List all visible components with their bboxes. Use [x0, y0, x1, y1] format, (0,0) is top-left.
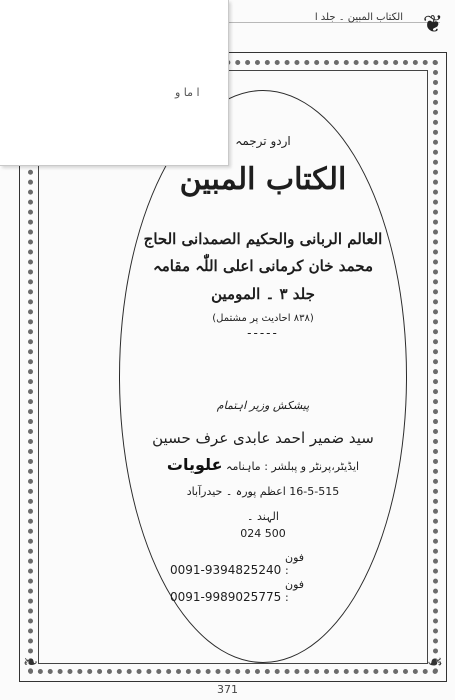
- dash-separator: -----: [247, 326, 279, 340]
- subtitle-translation: اردو ترجمہ: [235, 134, 291, 148]
- bottom-ornament: [19, 652, 447, 680]
- presented-by: پیشکش وزیر اہتمام: [216, 399, 310, 412]
- address: 16-5-515 اعظم پورہ ۔ حیدرآباد: [186, 485, 340, 498]
- phone-row-2: [170, 578, 370, 604]
- scan-marks: ا ما و: [175, 86, 200, 99]
- phone-row-1: [170, 551, 370, 577]
- ornament-left-icon: ❧: [23, 652, 39, 673]
- author-honorific: العالم الربانی والحکیم الصمدانی الحاج: [143, 230, 383, 248]
- pin-label: الہند ۔: [247, 510, 279, 523]
- corner-ornament-icon: ❦: [422, 10, 443, 38]
- editor-prefix: ایڈیٹر،پرنٹر و پبلشر : ماہنامہ: [226, 460, 360, 473]
- running-head: الکتاب المبین ۔ جلد ا: [314, 12, 403, 23]
- publisher-name: سید ضمیر احمد عابدی عرف حسین: [152, 429, 374, 447]
- ornament-right-icon: ☙: [426, 652, 443, 673]
- editor-line: [120, 455, 406, 474]
- book-title: الکتاب المبین: [179, 162, 347, 197]
- phone-number-2: 0091-9989025775: [170, 590, 282, 604]
- phone-label-2: فون :: [285, 578, 305, 604]
- hadith-count-note: (۸۳۸ احادیث پر مشتمل): [212, 313, 314, 324]
- phone-number-1: 0091-9394825240: [170, 563, 282, 577]
- pin-code: 500 024: [240, 527, 286, 540]
- author-name: محمد خان کرمانی اعلی اللّٰہ مقامہ: [152, 257, 374, 275]
- phone-label-1: فون :: [285, 551, 305, 577]
- page-number: 371: [217, 683, 238, 696]
- magazine-brand: علویات: [166, 455, 223, 474]
- volume-title: جلد ۳ ۔ المومین: [211, 285, 315, 303]
